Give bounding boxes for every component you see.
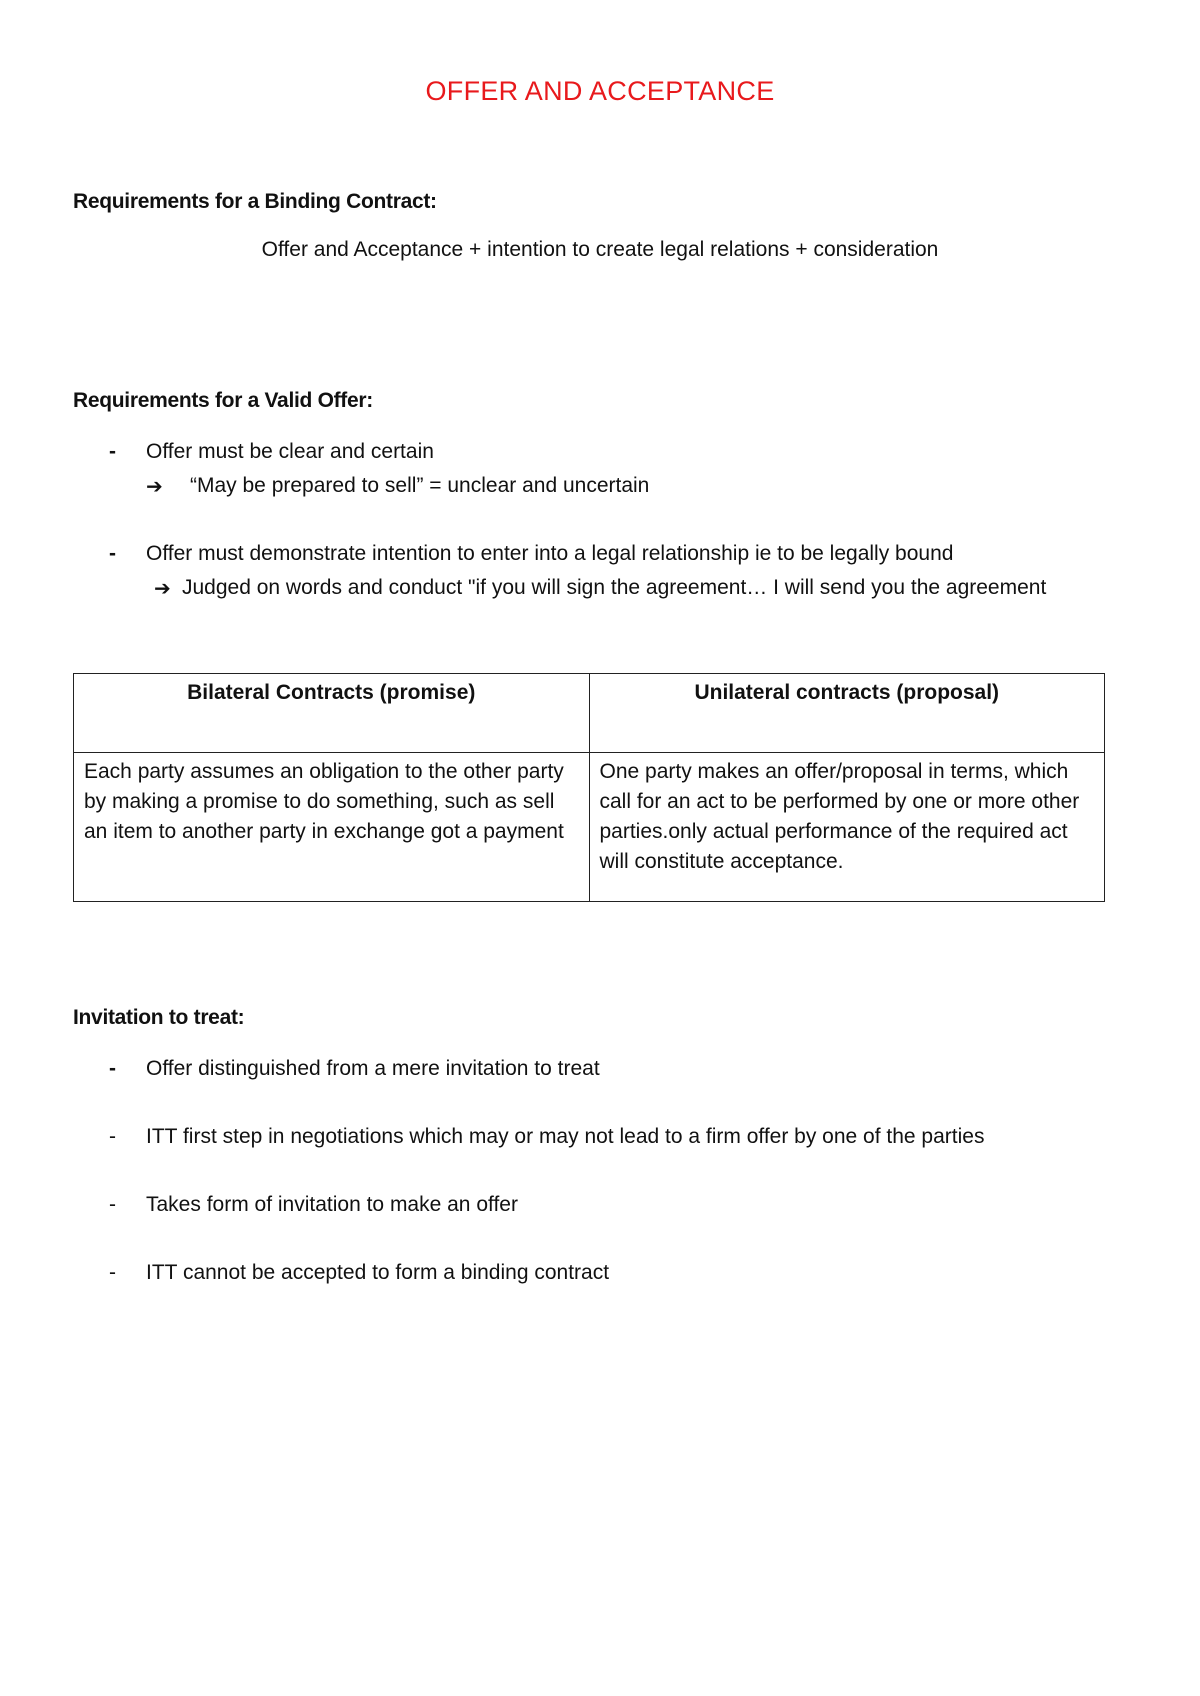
invitation-item: Offer distinguished from a mere invitation to treat [146,1057,600,1080]
valid-offer-item: Offer must demonstrate intention to enter into a legal relationship ie to be legally bound [146,542,954,565]
valid-offer-subitem: Judged on words and conduct "if you will sign the agreement… I will send you the agreement [182,576,1047,599]
bullet-dash: - [109,542,116,565]
bullet-dash: - [109,1261,116,1284]
valid-offer-item: Offer must be clear and certain [146,440,434,463]
arrow-right-icon: ➔ [154,578,171,600]
table-header-cell: Bilateral Contracts (promise) [74,674,590,753]
valid-offer-heading: Requirements for a Valid Offer: [73,389,373,412]
invitation-item: ITT first step in negotiations which may or may not lead to a firm offer by one of the parties [146,1125,985,1148]
binding-contract-formula: Offer and Acceptance + intention to create legal relations + consideration [261,238,939,261]
invitation-item: Takes form of invitation to make an offer [146,1193,518,1216]
bullet-dash: - [109,1057,116,1080]
invitation-heading: Invitation to treat: [73,1006,245,1029]
valid-offer-subitem: “May be prepared to sell” = unclear and uncertain [190,474,650,497]
bullet-dash: - [109,440,116,463]
binding-contract-heading: Requirements for a Binding Contract: [73,190,437,213]
bullet-dash: - [109,1125,116,1148]
table-header-cell: Unilateral contracts (proposal) [589,674,1105,753]
page-title: OFFER AND ACCEPTANCE [425,76,775,106]
table-row [74,753,1105,902]
table-header-row [74,674,1105,753]
contracts-table [73,673,1105,902]
invitation-item: ITT cannot be accepted to form a binding contract [146,1261,610,1284]
arrow-right-icon: ➔ [146,476,163,498]
table-cell: Each party assumes an obligation to the other party by making a promise to do something, such as sell an item to another party in exchange got a payment [74,753,590,902]
table-cell: One party makes an offer/proposal in terms, which call for an act to be performed by one or more other parties.only actual performance of the required act will constitute acceptance. [589,753,1105,902]
bullet-dash: - [109,1193,116,1216]
